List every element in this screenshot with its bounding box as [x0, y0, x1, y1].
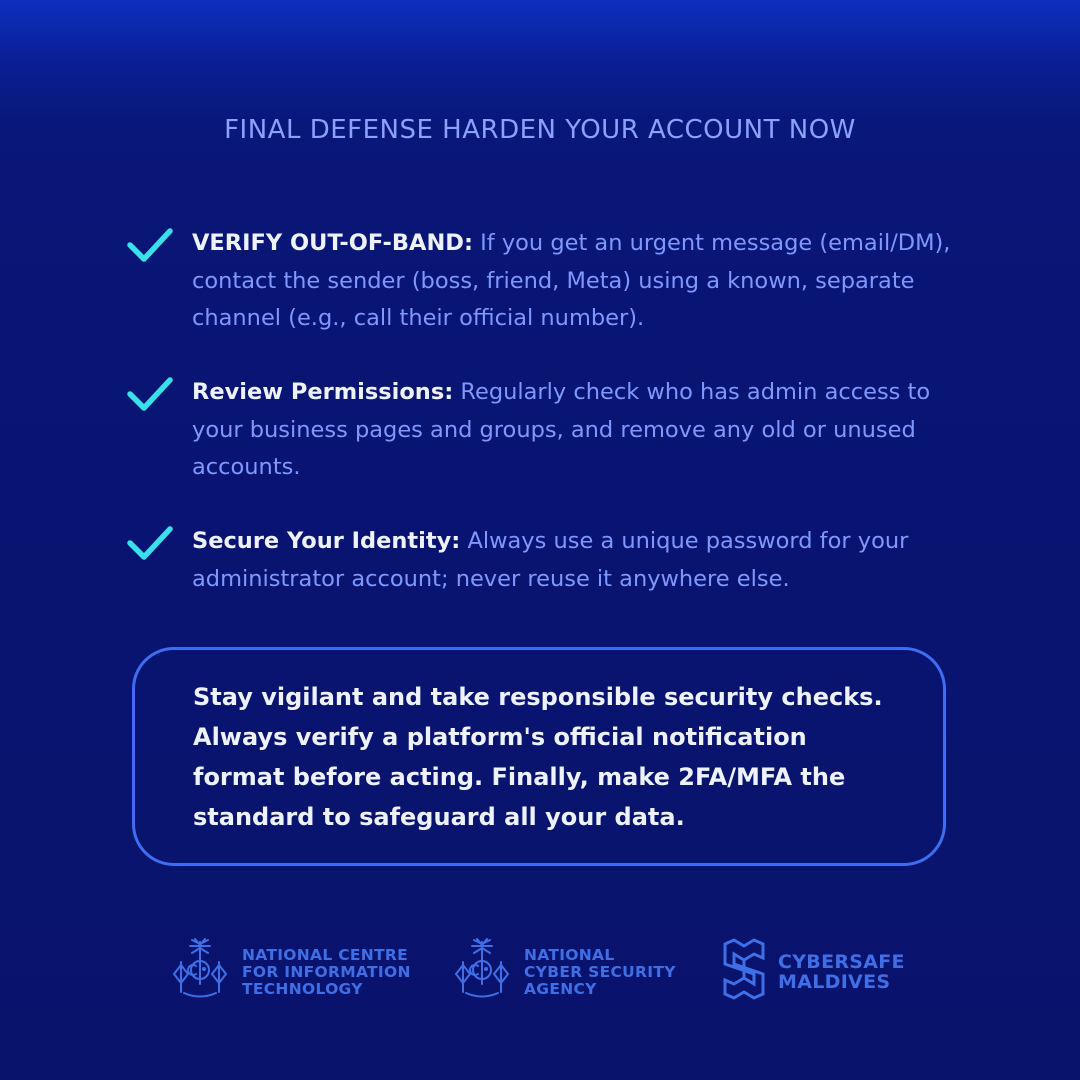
logo-text-line: NATIONAL CENTRE: [242, 946, 409, 964]
logo-text-line: FOR INFORMATION: [242, 963, 411, 981]
logo-text-line: MALDIVES: [778, 971, 891, 993]
checklist-item-description: If you get an urgent message (email/DM), contact the sender (boss, friend, Meta) using a known, separate channel (e.g., call their official number).: [192, 230, 951, 331]
page-title: FINAL DEFENSE HARDEN YOUR ACCOUNT NOW: [224, 115, 856, 145]
checklist-item-identity: [126, 523, 956, 603]
logo-text-line: CYBER SECURITY: [524, 963, 676, 981]
callout-box: [132, 647, 946, 866]
checklist-item-description: Regularly check who has admin access to your business pages and groups, and remove any old or unused accounts.: [192, 379, 931, 480]
cybersafe-logo-icon: [722, 938, 766, 1000]
checkmark-icon: [126, 374, 174, 414]
checklist-item-text: [192, 523, 957, 598]
logo-text-line: TECHNOLOGY: [242, 980, 363, 998]
checklist-item-label: VERIFY OUT-OF-BAND:: [192, 230, 473, 256]
maldives-emblem-icon: [170, 938, 230, 1000]
checklist-item-description: Always use a unique password for your administrator account; never reuse it anywhere else.: [192, 528, 909, 592]
logo-text-line: AGENCY: [524, 980, 597, 998]
checklist-item-text: [192, 374, 957, 487]
checklist-item-permissions: [126, 374, 956, 489]
ncsa-logo: [452, 938, 702, 1002]
logo-text-line: CYBERSAFE: [778, 951, 905, 973]
logo-text-line: NATIONAL: [524, 946, 615, 964]
checkmark-icon: [126, 523, 174, 563]
maldives-emblem-icon: [452, 938, 512, 1000]
checklist-item-label: Review Permissions:: [192, 379, 454, 405]
checklist-item-text: [192, 225, 957, 338]
ncit-name: [242, 947, 411, 998]
checkmark-icon: [126, 225, 174, 265]
ncsa-name: [524, 947, 676, 998]
checklist-item-verify: [126, 225, 956, 340]
checklist-item-label: Secure Your Identity:: [192, 528, 461, 554]
cybersafe-name: [778, 952, 905, 992]
ncit-logo: [170, 938, 430, 1002]
cybersafe-logo: [722, 938, 922, 1002]
callout-text: Stay vigilant and take responsible security checks. Always verify a platform's official notification format before acting. Finally, make 2FA/MFA the standard to safeguard all your data.: [193, 683, 883, 831]
